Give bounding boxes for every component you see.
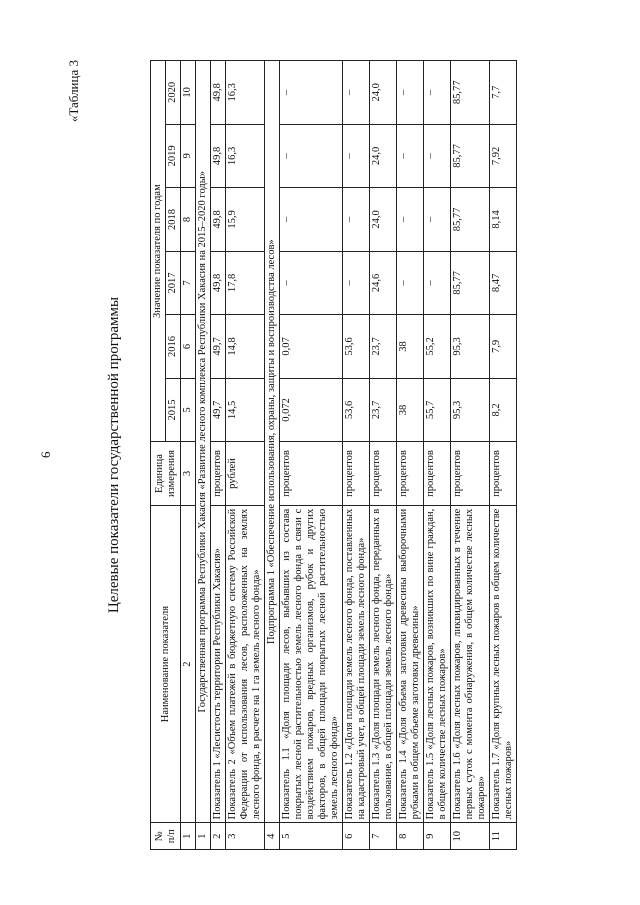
column-number: 2 [181, 505, 196, 823]
indicator-name: Показатель 1.2 «Доля площади земель лесного фонда, поставленных на кадастровый учет, в общей площади земель лесного фонда» [343, 505, 370, 823]
value-cell: 24,6 [370, 251, 397, 315]
indicator-unit: процентов [490, 442, 517, 506]
value-cell: 38 [397, 378, 424, 442]
value-cell: 8,2 [490, 378, 517, 442]
header-year: 2018 [166, 188, 181, 252]
indicator-name: Показатель 1.7 «Доля крупных лесных пожаров в общем количестве лесных пожаров» [490, 505, 517, 823]
indicator-name: Показатель 2 «Объем платежей в бюджетную систему Российской Федерации от использования лесов, расположенных на землях лесного фонда, в расчете на 1 га земель лесного фонда» [226, 505, 265, 823]
document-title: Целевые показатели государственной программы [106, 296, 122, 614]
indicators-table [150, 60, 517, 850]
value-cell: – [343, 61, 370, 125]
column-number: 1 [181, 823, 196, 850]
header-values-group: Значение показателя по годам [151, 61, 166, 442]
value-cell: – [280, 124, 343, 188]
value-cell: 49,7 [211, 315, 226, 379]
column-number: 9 [181, 124, 196, 188]
table-row [343, 61, 370, 850]
indicator-unit: процентов [370, 442, 397, 506]
indicator-unit: процентов [211, 442, 226, 506]
table-row [370, 61, 397, 850]
section-row [265, 61, 280, 850]
value-cell: 16,3 [226, 124, 265, 188]
table-row [397, 61, 424, 850]
value-cell: – [397, 251, 424, 315]
header-name: Наименование показателя [151, 505, 181, 823]
header-year: 2015 [166, 378, 181, 442]
value-cell: 8,14 [490, 188, 517, 252]
value-cell: – [397, 124, 424, 188]
value-cell: 95,3 [451, 315, 490, 379]
table-row [280, 61, 343, 850]
header-year: 2016 [166, 315, 181, 379]
indicator-name: Показатель 1.3 «Доля площади земель лесного фонда, переданных в пользование, в общей площади земель лесного фонда» [370, 505, 397, 823]
row-num: 6 [343, 823, 370, 850]
value-cell: – [424, 124, 451, 188]
row-num: 3 [226, 823, 265, 850]
value-cell: 55,2 [424, 315, 451, 379]
rotated-page-content [38, 60, 610, 850]
row-num: 10 [451, 823, 490, 850]
value-cell: 49,8 [211, 188, 226, 252]
row-num: 1 [196, 823, 211, 850]
value-cell: – [424, 251, 451, 315]
value-cell: 49,7 [211, 378, 226, 442]
header-year: 2017 [166, 251, 181, 315]
section-title: Государственная программа Республики Хакасия «Развитие лесного комплекса Республики Хакасия на 2015–2020 годы» [196, 61, 211, 823]
value-cell: 7,7 [490, 61, 517, 125]
column-number: 6 [181, 315, 196, 379]
value-cell: 14,8 [226, 315, 265, 379]
table-row [451, 61, 490, 850]
column-number: 5 [181, 378, 196, 442]
value-cell: 8,47 [490, 251, 517, 315]
value-cell: – [343, 124, 370, 188]
value-cell: 38 [397, 315, 424, 379]
value-cell: 85,77 [451, 251, 490, 315]
indicator-unit: рублей [226, 442, 265, 506]
value-cell: 16,3 [226, 61, 265, 125]
value-cell: 49,8 [211, 124, 226, 188]
indicator-name: Показатель 1.4 «Доля объема заготовки древесины выборочными рубками в общем объеме заготовки древесины» [397, 505, 424, 823]
header-unit: Единица измерения [151, 442, 181, 506]
indicator-name: Показатель 1.5 «Доля лесных пожаров, возникших по вине граждан, в общем количестве лесных пожаров» [424, 505, 451, 823]
value-cell: 15,9 [226, 188, 265, 252]
indicator-unit: процентов [424, 442, 451, 506]
value-cell: – [280, 251, 343, 315]
indicator-name: Показатель 1.6 «Доля лесных пожаров, ликвидированных в течение первых суток с момента обнаружения, в общем количестве лесных пожаров» [451, 505, 490, 823]
indicator-name: Показатель 1.1 «Доля площади лесов, выбывших из состава покрытых лесной растительностью земель лесного фонда в связи с воздействием пожаров, вредных организмов, рубок и других факторов, в общей площади покрытых лесной растительностью земель лесного фонда» [280, 505, 343, 823]
value-cell: 7,9 [490, 315, 517, 379]
value-cell: – [424, 61, 451, 125]
indicator-unit: процентов [451, 442, 490, 506]
table-label: «Таблица 3 [66, 60, 81, 123]
value-cell: – [343, 251, 370, 315]
header-year: 2020 [166, 61, 181, 125]
table-row [226, 61, 265, 850]
value-cell: 24,0 [370, 61, 397, 125]
column-number: 7 [181, 251, 196, 315]
table-row [424, 61, 451, 850]
value-cell: 0,07 [280, 315, 343, 379]
value-cell: 49,8 [211, 251, 226, 315]
column-number: 8 [181, 188, 196, 252]
value-cell: 23,7 [370, 315, 397, 379]
value-cell: 53,6 [343, 315, 370, 379]
value-cell: 49,8 [211, 61, 226, 125]
header-year: 2019 [166, 124, 181, 188]
value-cell: – [397, 188, 424, 252]
section-row [196, 61, 211, 850]
indicator-unit: процентов [397, 442, 424, 506]
value-cell: – [397, 61, 424, 125]
value-cell: 24,0 [370, 188, 397, 252]
row-num: 7 [370, 823, 397, 850]
value-cell: 14,5 [226, 378, 265, 442]
row-num: 11 [490, 823, 517, 850]
section-title: Подпрограмма 1 «Обеспечение использования, охраны, защиты и воспроизводства лесов» [265, 61, 280, 823]
value-cell: – [424, 188, 451, 252]
value-cell: 7,92 [490, 124, 517, 188]
value-cell: 23,7 [370, 378, 397, 442]
column-number: 3 [181, 442, 196, 506]
table-row [211, 61, 226, 850]
value-cell: – [280, 188, 343, 252]
row-num: 8 [397, 823, 424, 850]
row-num: 5 [280, 823, 343, 850]
value-cell: 0,072 [280, 378, 343, 442]
table-row [490, 61, 517, 850]
page-number: 6 [38, 451, 53, 458]
row-num: 9 [424, 823, 451, 850]
value-cell: 24,0 [370, 124, 397, 188]
column-number: 10 [181, 61, 196, 125]
value-cell: – [280, 61, 343, 125]
value-cell: 95,3 [451, 378, 490, 442]
indicator-unit: процентов [343, 442, 370, 506]
value-cell: 17,8 [226, 251, 265, 315]
value-cell: 55,7 [424, 378, 451, 442]
value-cell: – [343, 188, 370, 252]
row-num: 4 [265, 823, 280, 850]
header-num: № п/п [151, 823, 181, 850]
value-cell: 53,6 [343, 378, 370, 442]
row-num: 2 [211, 823, 226, 850]
value-cell: 85,77 [451, 188, 490, 252]
value-cell: 85,77 [451, 124, 490, 188]
value-cell: 85,77 [451, 61, 490, 125]
indicator-unit: процентов [280, 442, 343, 506]
indicator-name: Показатель 1 «Лесистость территории Республики Хакасия» [211, 505, 226, 823]
